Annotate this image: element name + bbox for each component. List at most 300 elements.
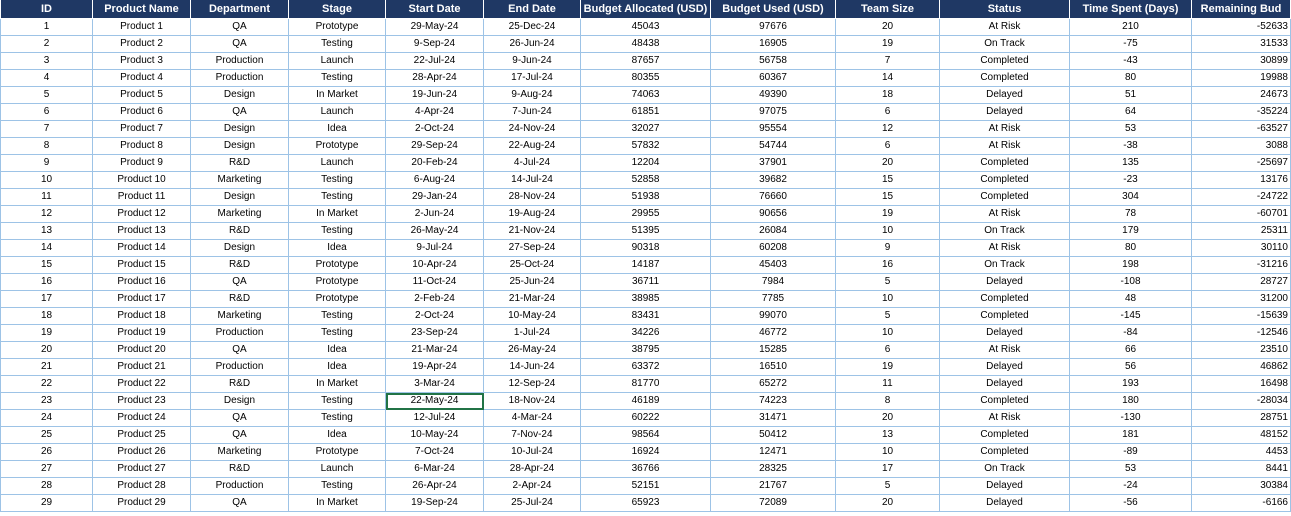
cell-end-date[interactable]: 14-Jul-24 xyxy=(484,172,581,189)
cell-budget-allocated[interactable]: 36711 xyxy=(581,274,711,291)
cell-status[interactable]: Completed xyxy=(940,70,1070,87)
cell-budget-allocated[interactable]: 45043 xyxy=(581,19,711,36)
cell-budget-used[interactable]: 7785 xyxy=(711,291,836,308)
cell-budget-used[interactable]: 97075 xyxy=(711,104,836,121)
cell-budget-used[interactable]: 28325 xyxy=(711,461,836,478)
cell-stage[interactable]: Testing xyxy=(289,36,386,53)
cell-time-spent[interactable]: 179 xyxy=(1070,223,1192,240)
cell-time-spent[interactable]: -108 xyxy=(1070,274,1192,291)
cell-end-date[interactable]: 25-Dec-24 xyxy=(484,19,581,36)
cell-time-spent[interactable]: -75 xyxy=(1070,36,1192,53)
cell-status[interactable]: Completed xyxy=(940,444,1070,461)
cell-remaining-budget[interactable]: -24722 xyxy=(1192,189,1291,206)
cell-start-date[interactable]: 3-Mar-24 xyxy=(386,376,484,393)
cell-remaining-budget[interactable]: 4453 xyxy=(1192,444,1291,461)
cell-department[interactable]: QA xyxy=(191,495,289,512)
cell-id[interactable]: 18 xyxy=(1,308,93,325)
cell-stage[interactable]: Prototype xyxy=(289,291,386,308)
cell-id[interactable]: 23 xyxy=(1,393,93,410)
cell-budget-allocated[interactable]: 87657 xyxy=(581,53,711,70)
cell-status[interactable]: Delayed xyxy=(940,325,1070,342)
cell-time-spent[interactable]: 198 xyxy=(1070,257,1192,274)
cell-remaining-budget[interactable]: -12546 xyxy=(1192,325,1291,342)
cell-budget-allocated[interactable]: 52858 xyxy=(581,172,711,189)
cell-team-size[interactable]: 15 xyxy=(836,172,940,189)
cell-remaining-budget[interactable]: 28751 xyxy=(1192,410,1291,427)
column-header-team-size[interactable]: Team Size xyxy=(836,0,940,19)
cell-budget-used[interactable]: 26084 xyxy=(711,223,836,240)
cell-status[interactable]: At Risk xyxy=(940,342,1070,359)
cell-status[interactable]: Completed xyxy=(940,291,1070,308)
cell-status[interactable]: Delayed xyxy=(940,359,1070,376)
cell-team-size[interactable]: 5 xyxy=(836,274,940,291)
cell-end-date[interactable]: 26-May-24 xyxy=(484,342,581,359)
cell-department[interactable]: Marketing xyxy=(191,308,289,325)
cell-budget-used[interactable]: 97676 xyxy=(711,19,836,36)
cell-status[interactable]: At Risk xyxy=(940,138,1070,155)
cell-team-size[interactable]: 5 xyxy=(836,308,940,325)
cell-stage[interactable]: Testing xyxy=(289,478,386,495)
cell-status[interactable]: Completed xyxy=(940,155,1070,172)
cell-product-name[interactable]: Product 8 xyxy=(93,138,191,155)
cell-status[interactable]: Delayed xyxy=(940,87,1070,104)
cell-budget-allocated[interactable]: 98564 xyxy=(581,427,711,444)
cell-time-spent[interactable]: -43 xyxy=(1070,53,1192,70)
cell-time-spent[interactable]: 51 xyxy=(1070,87,1192,104)
cell-budget-allocated[interactable]: 32027 xyxy=(581,121,711,138)
cell-stage[interactable]: Testing xyxy=(289,223,386,240)
cell-remaining-budget[interactable]: 30384 xyxy=(1192,478,1291,495)
column-header-id[interactable]: ID xyxy=(1,0,93,19)
cell-team-size[interactable]: 10 xyxy=(836,291,940,308)
cell-remaining-budget[interactable]: 24673 xyxy=(1192,87,1291,104)
column-header-budget-allocated[interactable]: Budget Allocated (USD) xyxy=(581,0,711,19)
cell-stage[interactable]: Idea xyxy=(289,359,386,376)
cell-remaining-budget[interactable]: -63527 xyxy=(1192,121,1291,138)
cell-id[interactable]: 3 xyxy=(1,53,93,70)
cell-end-date[interactable]: 28-Apr-24 xyxy=(484,461,581,478)
cell-stage[interactable]: Idea xyxy=(289,427,386,444)
cell-end-date[interactable]: 12-Sep-24 xyxy=(484,376,581,393)
cell-team-size[interactable]: 17 xyxy=(836,461,940,478)
cell-end-date[interactable]: 25-Jun-24 xyxy=(484,274,581,291)
cell-id[interactable]: 16 xyxy=(1,274,93,291)
cell-status[interactable]: Completed xyxy=(940,308,1070,325)
cell-stage[interactable]: In Market xyxy=(289,87,386,104)
cell-department[interactable]: Production xyxy=(191,359,289,376)
cell-budget-allocated[interactable]: 34226 xyxy=(581,325,711,342)
cell-end-date[interactable]: 19-Aug-24 xyxy=(484,206,581,223)
column-header-budget-used[interactable]: Budget Used (USD) xyxy=(711,0,836,19)
cell-budget-used[interactable]: 12471 xyxy=(711,444,836,461)
cell-end-date[interactable]: 7-Jun-24 xyxy=(484,104,581,121)
cell-id[interactable]: 22 xyxy=(1,376,93,393)
cell-status[interactable]: At Risk xyxy=(940,121,1070,138)
cell-team-size[interactable]: 20 xyxy=(836,495,940,512)
cell-id[interactable]: 26 xyxy=(1,444,93,461)
cell-status[interactable]: Delayed xyxy=(940,274,1070,291)
cell-budget-used[interactable]: 74223 xyxy=(711,393,836,410)
column-header-remaining-budget[interactable]: Remaining Bud xyxy=(1192,0,1291,19)
cell-department[interactable]: Production xyxy=(191,53,289,70)
cell-id[interactable]: 1 xyxy=(1,19,93,36)
cell-budget-allocated[interactable]: 51395 xyxy=(581,223,711,240)
cell-remaining-budget[interactable]: 8441 xyxy=(1192,461,1291,478)
cell-product-name[interactable]: Product 16 xyxy=(93,274,191,291)
cell-team-size[interactable]: 6 xyxy=(836,104,940,121)
cell-budget-used[interactable]: 90656 xyxy=(711,206,836,223)
cell-remaining-budget[interactable]: 46862 xyxy=(1192,359,1291,376)
cell-status[interactable]: Completed xyxy=(940,189,1070,206)
cell-end-date[interactable]: 9-Jun-24 xyxy=(484,53,581,70)
cell-start-date[interactable]: 4-Apr-24 xyxy=(386,104,484,121)
cell-id[interactable]: 6 xyxy=(1,104,93,121)
cell-id[interactable]: 19 xyxy=(1,325,93,342)
cell-budget-allocated[interactable]: 83431 xyxy=(581,308,711,325)
cell-end-date[interactable]: 25-Oct-24 xyxy=(484,257,581,274)
cell-budget-used[interactable]: 76660 xyxy=(711,189,836,206)
cell-stage[interactable]: In Market xyxy=(289,495,386,512)
cell-department[interactable]: Design xyxy=(191,87,289,104)
cell-stage[interactable]: Prototype xyxy=(289,138,386,155)
cell-status[interactable]: Completed xyxy=(940,172,1070,189)
cell-start-date[interactable]: 2-Oct-24 xyxy=(386,121,484,138)
cell-department[interactable]: QA xyxy=(191,427,289,444)
cell-department[interactable]: R&D xyxy=(191,291,289,308)
cell-remaining-budget[interactable]: -60701 xyxy=(1192,206,1291,223)
cell-remaining-budget[interactable]: 31200 xyxy=(1192,291,1291,308)
cell-budget-used[interactable]: 49390 xyxy=(711,87,836,104)
cell-status[interactable]: At Risk xyxy=(940,19,1070,36)
cell-budget-allocated[interactable]: 29955 xyxy=(581,206,711,223)
cell-start-date[interactable]: 29-Sep-24 xyxy=(386,138,484,155)
cell-time-spent[interactable]: 56 xyxy=(1070,359,1192,376)
cell-id[interactable]: 7 xyxy=(1,121,93,138)
cell-budget-used[interactable]: 15285 xyxy=(711,342,836,359)
cell-start-date[interactable]: 2-Jun-24 xyxy=(386,206,484,223)
cell-department[interactable]: QA xyxy=(191,36,289,53)
cell-end-date[interactable]: 21-Mar-24 xyxy=(484,291,581,308)
cell-department[interactable]: R&D xyxy=(191,257,289,274)
cell-start-date[interactable]: 23-Sep-24 xyxy=(386,325,484,342)
cell-status[interactable]: At Risk xyxy=(940,410,1070,427)
cell-budget-used[interactable]: 50412 xyxy=(711,427,836,444)
cell-time-spent[interactable]: -38 xyxy=(1070,138,1192,155)
cell-department[interactable]: R&D xyxy=(191,155,289,172)
cell-remaining-budget[interactable]: -28034 xyxy=(1192,393,1291,410)
cell-department[interactable]: Marketing xyxy=(191,444,289,461)
cell-budget-allocated[interactable]: 80355 xyxy=(581,70,711,87)
cell-stage[interactable]: Launch xyxy=(289,155,386,172)
cell-budget-allocated[interactable]: 38795 xyxy=(581,342,711,359)
cell-stage[interactable]: In Market xyxy=(289,206,386,223)
cell-budget-allocated[interactable]: 90318 xyxy=(581,240,711,257)
cell-time-spent[interactable]: 78 xyxy=(1070,206,1192,223)
cell-status[interactable]: On Track xyxy=(940,257,1070,274)
cell-start-date[interactable]: 19-Apr-24 xyxy=(386,359,484,376)
cell-remaining-budget[interactable]: -25697 xyxy=(1192,155,1291,172)
cell-product-name[interactable]: Product 10 xyxy=(93,172,191,189)
cell-budget-used[interactable]: 39682 xyxy=(711,172,836,189)
cell-time-spent[interactable]: 304 xyxy=(1070,189,1192,206)
cell-budget-allocated[interactable]: 14187 xyxy=(581,257,711,274)
cell-remaining-budget[interactable]: 16498 xyxy=(1192,376,1291,393)
cell-team-size[interactable]: 13 xyxy=(836,427,940,444)
cell-budget-allocated[interactable]: 48438 xyxy=(581,36,711,53)
cell-department[interactable]: R&D xyxy=(191,461,289,478)
cell-id[interactable]: 17 xyxy=(1,291,93,308)
column-header-start-date[interactable]: Start Date xyxy=(386,0,484,19)
cell-id[interactable]: 2 xyxy=(1,36,93,53)
cell-end-date[interactable]: 2-Apr-24 xyxy=(484,478,581,495)
cell-id[interactable]: 15 xyxy=(1,257,93,274)
cell-stage[interactable]: Testing xyxy=(289,325,386,342)
cell-time-spent[interactable]: 210 xyxy=(1070,19,1192,36)
cell-stage[interactable]: Launch xyxy=(289,461,386,478)
cell-product-name[interactable]: Product 21 xyxy=(93,359,191,376)
cell-start-date[interactable]: 2-Oct-24 xyxy=(386,308,484,325)
cell-budget-used[interactable]: 37901 xyxy=(711,155,836,172)
cell-start-date[interactable]: 9-Sep-24 xyxy=(386,36,484,53)
cell-end-date[interactable]: 4-Mar-24 xyxy=(484,410,581,427)
cell-stage[interactable]: In Market xyxy=(289,376,386,393)
cell-product-name[interactable]: Product 9 xyxy=(93,155,191,172)
cell-product-name[interactable]: Product 14 xyxy=(93,240,191,257)
cell-time-spent[interactable]: 53 xyxy=(1070,461,1192,478)
cell-status[interactable]: At Risk xyxy=(940,206,1070,223)
cell-remaining-budget[interactable]: -15639 xyxy=(1192,308,1291,325)
cell-start-date[interactable]: 19-Sep-24 xyxy=(386,495,484,512)
cell-product-name[interactable]: Product 23 xyxy=(93,393,191,410)
cell-stage[interactable]: Launch xyxy=(289,104,386,121)
cell-time-spent[interactable]: -130 xyxy=(1070,410,1192,427)
cell-stage[interactable]: Idea xyxy=(289,240,386,257)
cell-time-spent[interactable]: -24 xyxy=(1070,478,1192,495)
cell-team-size[interactable]: 6 xyxy=(836,138,940,155)
cell-department[interactable]: QA xyxy=(191,410,289,427)
cell-id[interactable]: 29 xyxy=(1,495,93,512)
cell-end-date[interactable]: 22-Aug-24 xyxy=(484,138,581,155)
cell-budget-used[interactable]: 95554 xyxy=(711,121,836,138)
cell-budget-used[interactable]: 99070 xyxy=(711,308,836,325)
cell-budget-used[interactable]: 45403 xyxy=(711,257,836,274)
cell-start-date[interactable]: 22-Jul-24 xyxy=(386,53,484,70)
cell-end-date[interactable]: 18-Nov-24 xyxy=(484,393,581,410)
cell-status[interactable]: Completed xyxy=(940,393,1070,410)
cell-time-spent[interactable]: -84 xyxy=(1070,325,1192,342)
column-header-product-name[interactable]: Product Name xyxy=(93,0,191,19)
cell-status[interactable]: On Track xyxy=(940,461,1070,478)
cell-product-name[interactable]: Product 5 xyxy=(93,87,191,104)
cell-start-date[interactable]: 26-Apr-24 xyxy=(386,478,484,495)
cell-stage[interactable]: Prototype xyxy=(289,257,386,274)
cell-time-spent[interactable]: 48 xyxy=(1070,291,1192,308)
cell-id[interactable]: 14 xyxy=(1,240,93,257)
cell-team-size[interactable]: 18 xyxy=(836,87,940,104)
cell-budget-used[interactable]: 46772 xyxy=(711,325,836,342)
cell-department[interactable]: Production xyxy=(191,325,289,342)
cell-time-spent[interactable]: 80 xyxy=(1070,70,1192,87)
cell-remaining-budget[interactable]: 28727 xyxy=(1192,274,1291,291)
cell-stage[interactable]: Prototype xyxy=(289,19,386,36)
cell-stage[interactable]: Testing xyxy=(289,189,386,206)
cell-status[interactable]: At Risk xyxy=(940,240,1070,257)
cell-end-date[interactable]: 25-Jul-24 xyxy=(484,495,581,512)
cell-id[interactable]: 21 xyxy=(1,359,93,376)
cell-remaining-budget[interactable]: 31533 xyxy=(1192,36,1291,53)
cell-department[interactable]: R&D xyxy=(191,376,289,393)
cell-budget-used[interactable]: 7984 xyxy=(711,274,836,291)
cell-id[interactable]: 11 xyxy=(1,189,93,206)
cell-stage[interactable]: Prototype xyxy=(289,274,386,291)
cell-remaining-budget[interactable]: 48152 xyxy=(1192,427,1291,444)
cell-end-date[interactable]: 7-Nov-24 xyxy=(484,427,581,444)
cell-status[interactable]: Delayed xyxy=(940,376,1070,393)
cell-team-size[interactable]: 6 xyxy=(836,342,940,359)
cell-stage[interactable]: Prototype xyxy=(289,444,386,461)
cell-stage[interactable]: Idea xyxy=(289,342,386,359)
cell-start-date[interactable]: 7-Oct-24 xyxy=(386,444,484,461)
cell-budget-allocated[interactable]: 38985 xyxy=(581,291,711,308)
cell-product-name[interactable]: Product 7 xyxy=(93,121,191,138)
cell-status[interactable]: Delayed xyxy=(940,104,1070,121)
cell-team-size[interactable]: 5 xyxy=(836,478,940,495)
cell-department[interactable]: Design xyxy=(191,121,289,138)
column-header-end-date[interactable]: End Date xyxy=(484,0,581,19)
cell-budget-allocated[interactable]: 51938 xyxy=(581,189,711,206)
cell-product-name[interactable]: Product 28 xyxy=(93,478,191,495)
cell-budget-used[interactable]: 60367 xyxy=(711,70,836,87)
cell-product-name[interactable]: Product 12 xyxy=(93,206,191,223)
cell-start-date[interactable]: 19-Jun-24 xyxy=(386,87,484,104)
cell-team-size[interactable]: 11 xyxy=(836,376,940,393)
cell-remaining-budget[interactable]: -35224 xyxy=(1192,104,1291,121)
cell-team-size[interactable]: 10 xyxy=(836,223,940,240)
cell-department[interactable]: QA xyxy=(191,19,289,36)
cell-stage[interactable]: Testing xyxy=(289,393,386,410)
cell-department[interactable]: QA xyxy=(191,104,289,121)
cell-stage[interactable]: Testing xyxy=(289,308,386,325)
cell-start-date[interactable]: 20-Feb-24 xyxy=(386,155,484,172)
cell-stage[interactable]: Idea xyxy=(289,121,386,138)
cell-budget-allocated[interactable]: 46189 xyxy=(581,393,711,410)
cell-id[interactable]: 27 xyxy=(1,461,93,478)
cell-department[interactable]: Marketing xyxy=(191,172,289,189)
cell-status[interactable]: Completed xyxy=(940,53,1070,70)
cell-id[interactable]: 24 xyxy=(1,410,93,427)
cell-budget-used[interactable]: 16510 xyxy=(711,359,836,376)
cell-product-name[interactable]: Product 11 xyxy=(93,189,191,206)
cell-department[interactable]: Design xyxy=(191,189,289,206)
cell-id[interactable]: 8 xyxy=(1,138,93,155)
cell-end-date[interactable]: 14-Jun-24 xyxy=(484,359,581,376)
cell-budget-allocated[interactable]: 16924 xyxy=(581,444,711,461)
cell-budget-used[interactable]: 21767 xyxy=(711,478,836,495)
cell-stage[interactable]: Testing xyxy=(289,410,386,427)
cell-end-date[interactable]: 28-Nov-24 xyxy=(484,189,581,206)
cell-time-spent[interactable]: 181 xyxy=(1070,427,1192,444)
cell-product-name[interactable]: Product 26 xyxy=(93,444,191,461)
cell-budget-allocated[interactable]: 65923 xyxy=(581,495,711,512)
cell-start-date[interactable]: 10-Apr-24 xyxy=(386,257,484,274)
cell-id[interactable]: 12 xyxy=(1,206,93,223)
cell-start-date[interactable]: 28-Apr-24 xyxy=(386,70,484,87)
cell-status[interactable]: Delayed xyxy=(940,478,1070,495)
cell-end-date[interactable]: 21-Nov-24 xyxy=(484,223,581,240)
cell-team-size[interactable]: 9 xyxy=(836,240,940,257)
column-header-status[interactable]: Status xyxy=(940,0,1070,19)
cell-time-spent[interactable]: 180 xyxy=(1070,393,1192,410)
column-header-department[interactable]: Department xyxy=(191,0,289,19)
cell-product-name[interactable]: Product 18 xyxy=(93,308,191,325)
cell-budget-allocated[interactable]: 57832 xyxy=(581,138,711,155)
cell-budget-used[interactable]: 54744 xyxy=(711,138,836,155)
cell-product-name[interactable]: Product 20 xyxy=(93,342,191,359)
cell-time-spent[interactable]: -89 xyxy=(1070,444,1192,461)
cell-product-name[interactable]: Product 22 xyxy=(93,376,191,393)
cell-start-date[interactable]: 29-Jan-24 xyxy=(386,189,484,206)
cell-time-spent[interactable]: -23 xyxy=(1070,172,1192,189)
cell-team-size[interactable]: 8 xyxy=(836,393,940,410)
cell-id[interactable]: 20 xyxy=(1,342,93,359)
cell-product-name[interactable]: Product 17 xyxy=(93,291,191,308)
cell-start-date[interactable]: 11-Oct-24 xyxy=(386,274,484,291)
cell-remaining-budget[interactable]: 25311 xyxy=(1192,223,1291,240)
cell-remaining-budget[interactable]: 19988 xyxy=(1192,70,1291,87)
cell-department[interactable]: Production xyxy=(191,478,289,495)
cell-team-size[interactable]: 19 xyxy=(836,359,940,376)
cell-budget-used[interactable]: 56758 xyxy=(711,53,836,70)
cell-department[interactable]: R&D xyxy=(191,223,289,240)
cell-product-name[interactable]: Product 3 xyxy=(93,53,191,70)
cell-budget-used[interactable]: 60208 xyxy=(711,240,836,257)
cell-product-name[interactable]: Product 29 xyxy=(93,495,191,512)
cell-department[interactable]: Production xyxy=(191,70,289,87)
cell-product-name[interactable]: Product 1 xyxy=(93,19,191,36)
cell-status[interactable]: Delayed xyxy=(940,495,1070,512)
cell-status[interactable]: Completed xyxy=(940,427,1070,444)
cell-remaining-budget[interactable]: 30110 xyxy=(1192,240,1291,257)
cell-department[interactable]: QA xyxy=(191,342,289,359)
cell-remaining-budget[interactable]: -6166 xyxy=(1192,495,1291,512)
cell-budget-allocated[interactable]: 12204 xyxy=(581,155,711,172)
cell-department[interactable]: Design xyxy=(191,240,289,257)
cell-budget-used[interactable]: 65272 xyxy=(711,376,836,393)
cell-time-spent[interactable]: 80 xyxy=(1070,240,1192,257)
cell-id[interactable]: 10 xyxy=(1,172,93,189)
cell-remaining-budget[interactable]: 23510 xyxy=(1192,342,1291,359)
column-header-time-spent[interactable]: Time Spent (Days) xyxy=(1070,0,1192,19)
cell-start-date[interactable]: 26-May-24 xyxy=(386,223,484,240)
cell-id[interactable]: 13 xyxy=(1,223,93,240)
cell-id[interactable]: 25 xyxy=(1,427,93,444)
cell-time-spent[interactable]: 66 xyxy=(1070,342,1192,359)
cell-product-name[interactable]: Product 24 xyxy=(93,410,191,427)
cell-budget-used[interactable]: 31471 xyxy=(711,410,836,427)
cell-budget-used[interactable]: 16905 xyxy=(711,36,836,53)
cell-end-date[interactable]: 24-Nov-24 xyxy=(484,121,581,138)
cell-start-date[interactable]: 2-Feb-24 xyxy=(386,291,484,308)
cell-team-size[interactable]: 16 xyxy=(836,257,940,274)
cell-department[interactable]: Design xyxy=(191,138,289,155)
cell-end-date[interactable]: 1-Jul-24 xyxy=(484,325,581,342)
cell-time-spent[interactable]: 135 xyxy=(1070,155,1192,172)
cell-end-date[interactable]: 27-Sep-24 xyxy=(484,240,581,257)
cell-budget-allocated[interactable]: 61851 xyxy=(581,104,711,121)
cell-end-date[interactable]: 26-Jun-24 xyxy=(484,36,581,53)
cell-end-date[interactable]: 4-Jul-24 xyxy=(484,155,581,172)
cell-product-name[interactable]: Product 6 xyxy=(93,104,191,121)
